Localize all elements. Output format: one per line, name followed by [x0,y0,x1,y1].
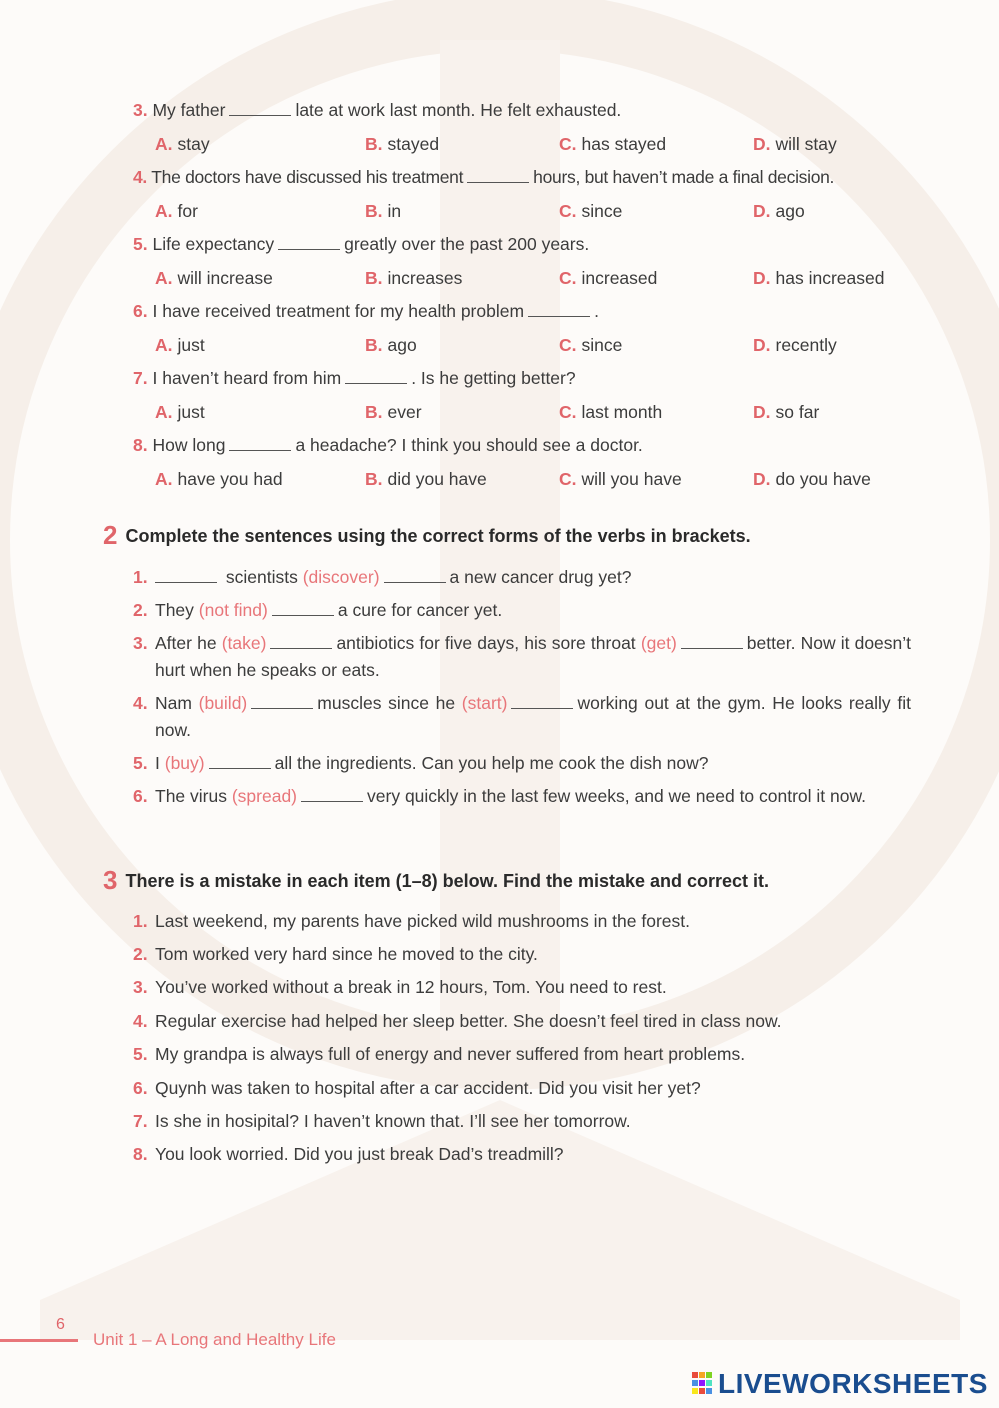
answer-blank[interactable] [345,369,407,384]
option-c[interactable]: C. will you have [559,469,682,489]
exercise-2-item-3: 3. After he (take) antibiotics for five days, his sore throat (get) better. Now it doesn’t hurt when he speaks or eats. [133,633,912,680]
liveworksheets-logo[interactable] [692,1366,988,1402]
answer-blank[interactable] [511,694,573,709]
brand-name: LIVEWORKSHEETS [718,1368,988,1399]
answer-blank[interactable] [681,634,743,649]
section-2-heading: 2 Complete the sentences using the correct forms of the verbs in brackets. [103,520,751,550]
question-5: 5. Life expectancy greatly over the past 200 years. [133,234,590,254]
answer-blank[interactable] [229,101,291,116]
exercise-3-item-6: 6. Quynh was taken to hospital after a car accident. Did you visit her yet? [133,1078,701,1098]
option-a[interactable]: A. for [155,201,198,221]
option-c[interactable]: C. has stayed [559,134,667,154]
option-c[interactable]: C. last month [559,402,663,422]
question-7: 7. I haven’t heard from him . Is he getting better? [133,368,576,388]
answer-blank[interactable] [251,694,313,709]
option-d[interactable]: D. recently [753,335,837,355]
option-d[interactable]: D. so far [753,402,820,422]
exercise-3-item-8: 8. You look worried. Did you just break Dad’s treadmill? [133,1144,564,1164]
option-c[interactable]: C. since [559,201,623,221]
option-b[interactable]: B. stayed [365,134,440,154]
option-d[interactable]: D. do you have [753,469,871,489]
exercise-3-item-3: 3. You’ve worked without a break in 12 hours, Tom. You need to rest. [133,977,667,997]
answer-blank[interactable] [229,436,291,451]
option-a[interactable]: A. just [155,335,205,355]
option-b[interactable]: B. ago [365,335,417,355]
option-c[interactable]: C. since [559,335,623,355]
option-c[interactable]: C. increased [559,268,658,288]
question-8: 8. How long a headache? I think you should see a doctor. [133,435,643,455]
answer-blank[interactable] [272,601,334,616]
unit-title: Unit 1 – A Long and Healthy Life [93,1330,336,1349]
option-a[interactable]: A. stay [155,134,210,154]
exercise-3-item-2: 2. Tom worked very hard since he moved to the city. [133,944,538,964]
section-3-heading: 3 There is a mistake in each item (1–8) below. Find the mistake and correct it. [103,865,770,895]
answer-blank[interactable] [270,634,332,649]
option-b[interactable]: B. increases [365,268,463,288]
answer-blank[interactable] [301,787,363,802]
option-b[interactable]: B. ever [365,402,422,422]
exercise-3-item-1: 1. Last weekend, my parents have picked wild mushrooms in the forest. [133,911,690,931]
answer-blank[interactable] [528,302,590,317]
exercise-3-item-7: 7. Is she in hosipital? I haven’t known that. I’ll see her tomorrow. [133,1111,631,1131]
page-number: 6 [56,1316,65,1333]
liveworksheets-icon [692,1372,714,1396]
footer-rule [0,1339,78,1342]
question-4: 4. The doctors have discussed his treatment hours, but haven’t made a final decision. [133,167,835,187]
exercise-3-item-5: 5. My grandpa is always full of energy and never suffered from heart problems. [133,1044,746,1064]
question-6: 6. I have received treatment for my health problem . [133,301,599,321]
option-b[interactable]: B. did you have [365,469,487,489]
exercise-2-item-4: 4. Nam (build) muscles since he (start) working out at the gym. He looks really fit now. [133,693,911,740]
question-3: 3. My father late at work last month. He felt exhausted. [133,100,622,120]
answer-blank[interactable] [209,754,271,769]
option-a[interactable]: A. will increase [155,268,273,288]
option-b[interactable]: B. in [365,201,402,221]
option-d[interactable]: D. will stay [753,134,837,154]
option-a[interactable]: A. just [155,402,205,422]
option-a[interactable]: A. have you had [155,469,283,489]
exercise-2-item-5: 5. I (buy) all the ingredients. Can you help me cook the dish now? [133,753,709,773]
exercise-2-item-6: 6. The virus (spread) very quickly in the last few weeks, and we need to control it now. [133,786,867,806]
exercise-2-item-1: 1. scientists (discover) a new cancer drug yet? [133,567,632,587]
answer-blank[interactable] [278,235,340,250]
answer-blank[interactable] [467,168,529,183]
answer-blank[interactable] [384,568,446,583]
option-d[interactable]: D. ago [753,201,805,221]
answer-blank[interactable] [155,568,217,583]
exercise-2-item-2: 2. They (not find) a cure for cancer yet. [133,600,503,620]
exercise-3-item-4: 4. Regular exercise had helped her sleep better. She doesn’t feel tired in class now. [133,1011,782,1031]
option-d[interactable]: D. has increased [753,268,885,288]
